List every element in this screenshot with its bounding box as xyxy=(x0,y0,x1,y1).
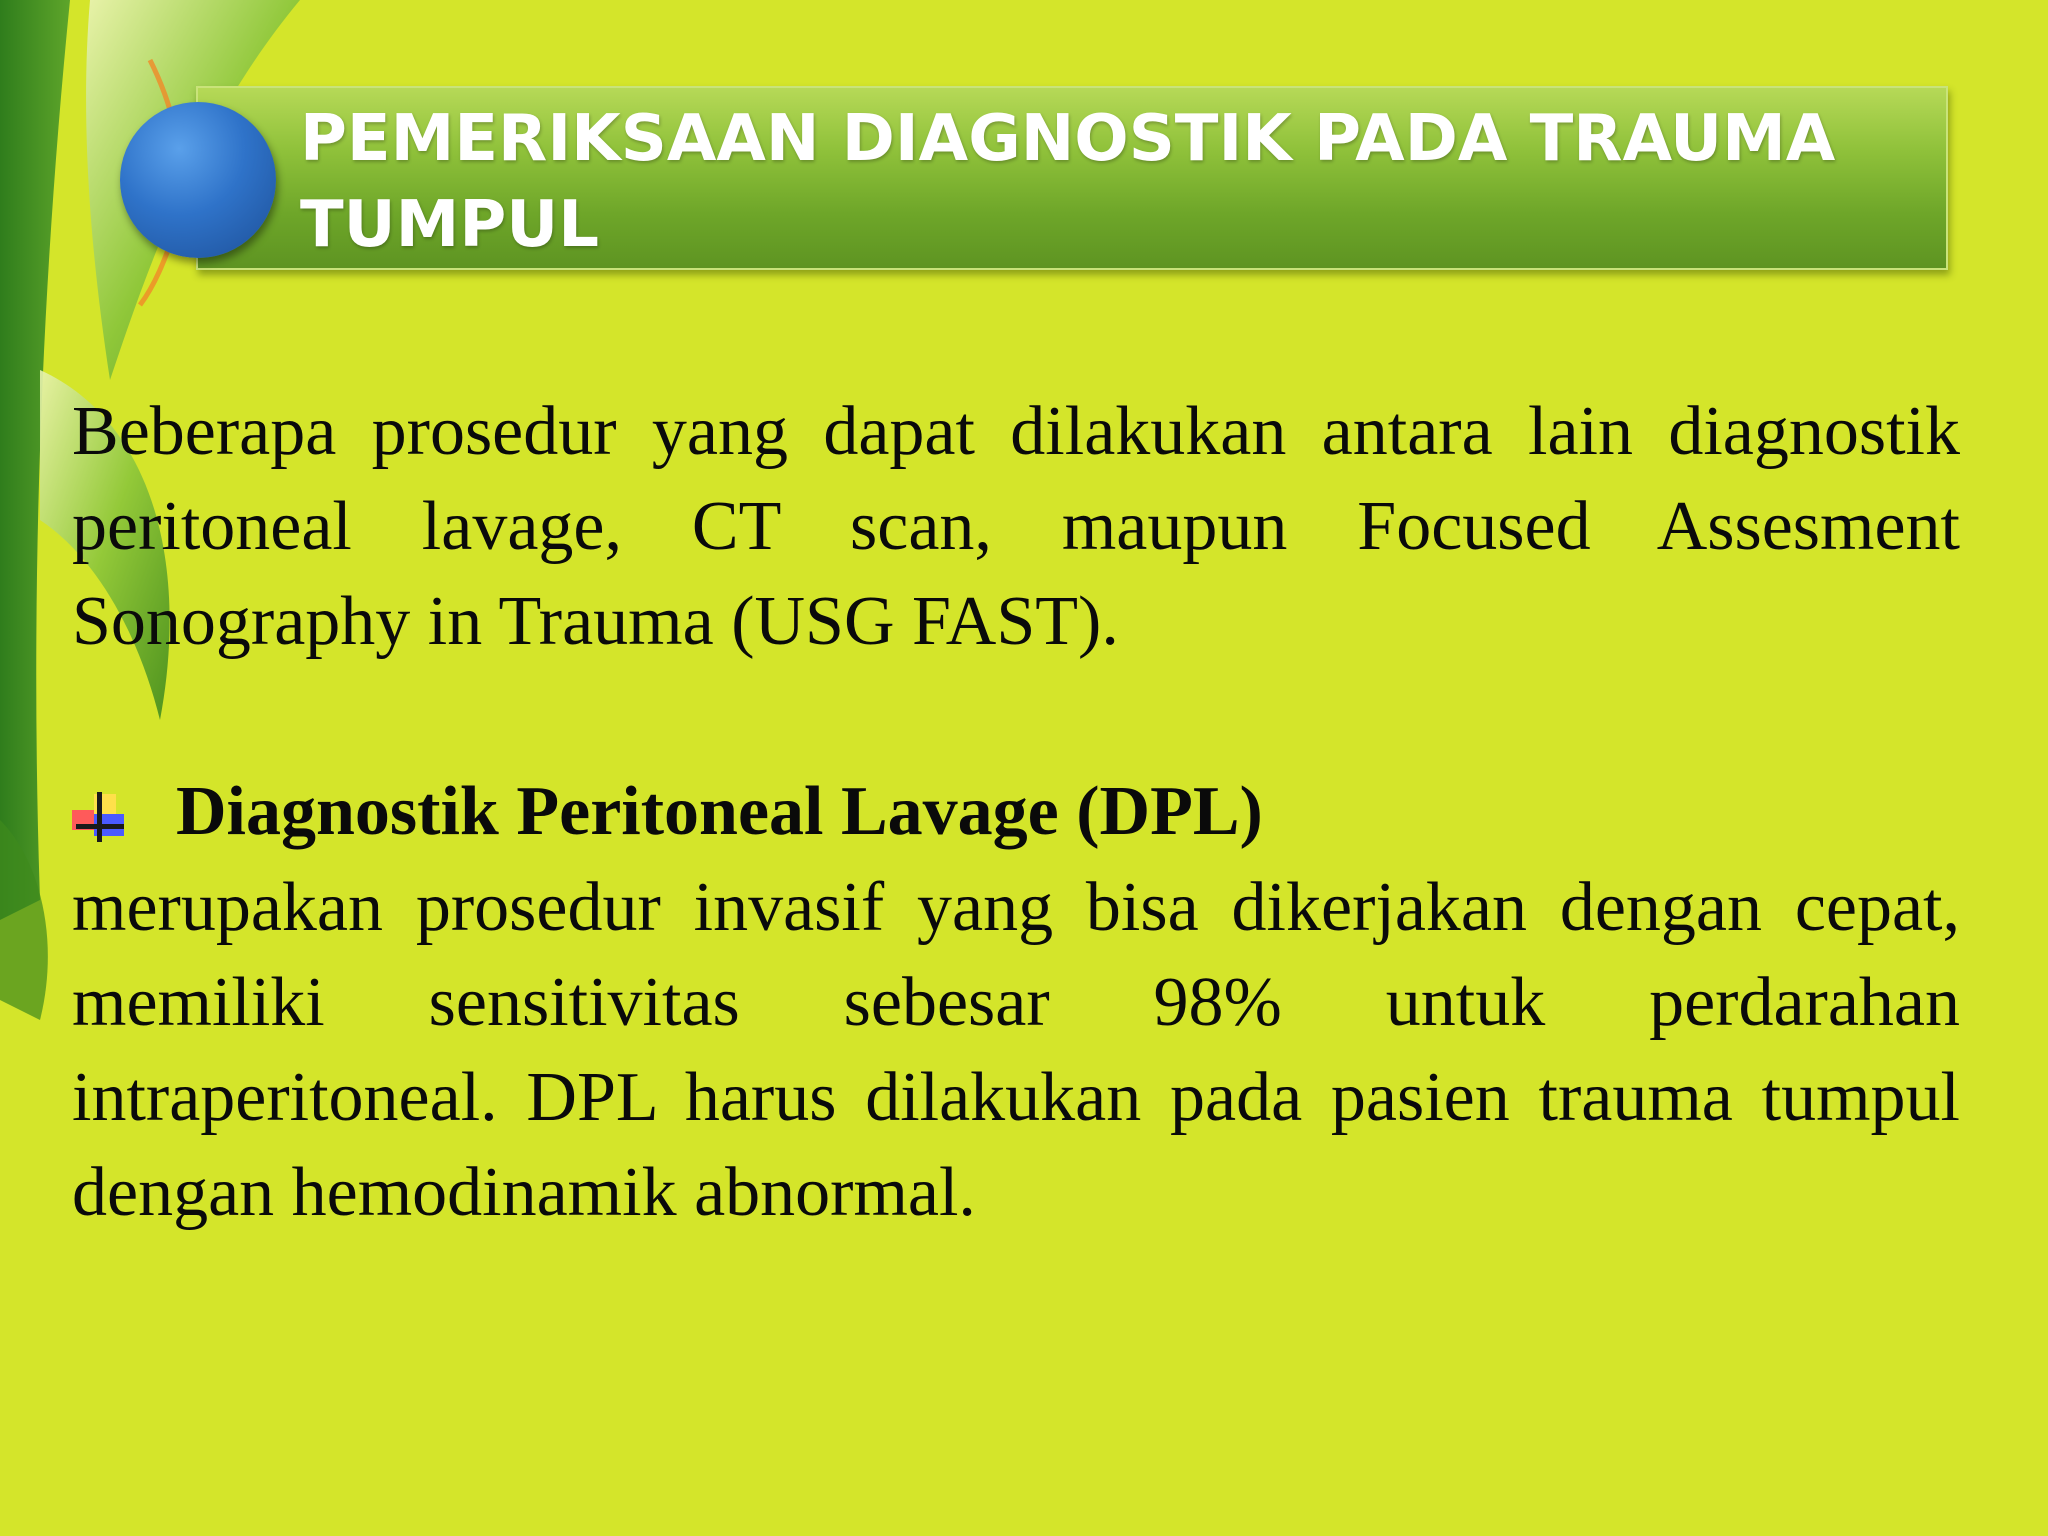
colored-cross-bullet-icon xyxy=(72,790,128,846)
section-heading: Diagnostik Peritoneal Lavage (DPL) xyxy=(176,773,1263,850)
section-body: merupakan prosedur invasif yang bisa dikerjakan dengan cepat, memiliki sensitivitas sebesar 98% untuk perdarahan intraperitoneal. DPL harus dilakukan pada pasien trauma tumpul dengan hemodinamik abnormal. xyxy=(72,869,1960,1231)
slide-title: PEMERIKSAAN DIAGNOSTIK PADA TRAUMA TUMPUL xyxy=(300,102,1836,262)
intro-paragraph: Beberapa prosedur yang dapat dilakukan antara lain diagnostik peritoneal lavage, CT scan, maupun Focused Assesment Sonography in Trauma (USG FAST). xyxy=(72,393,1960,660)
blue-sphere-icon xyxy=(120,102,276,258)
